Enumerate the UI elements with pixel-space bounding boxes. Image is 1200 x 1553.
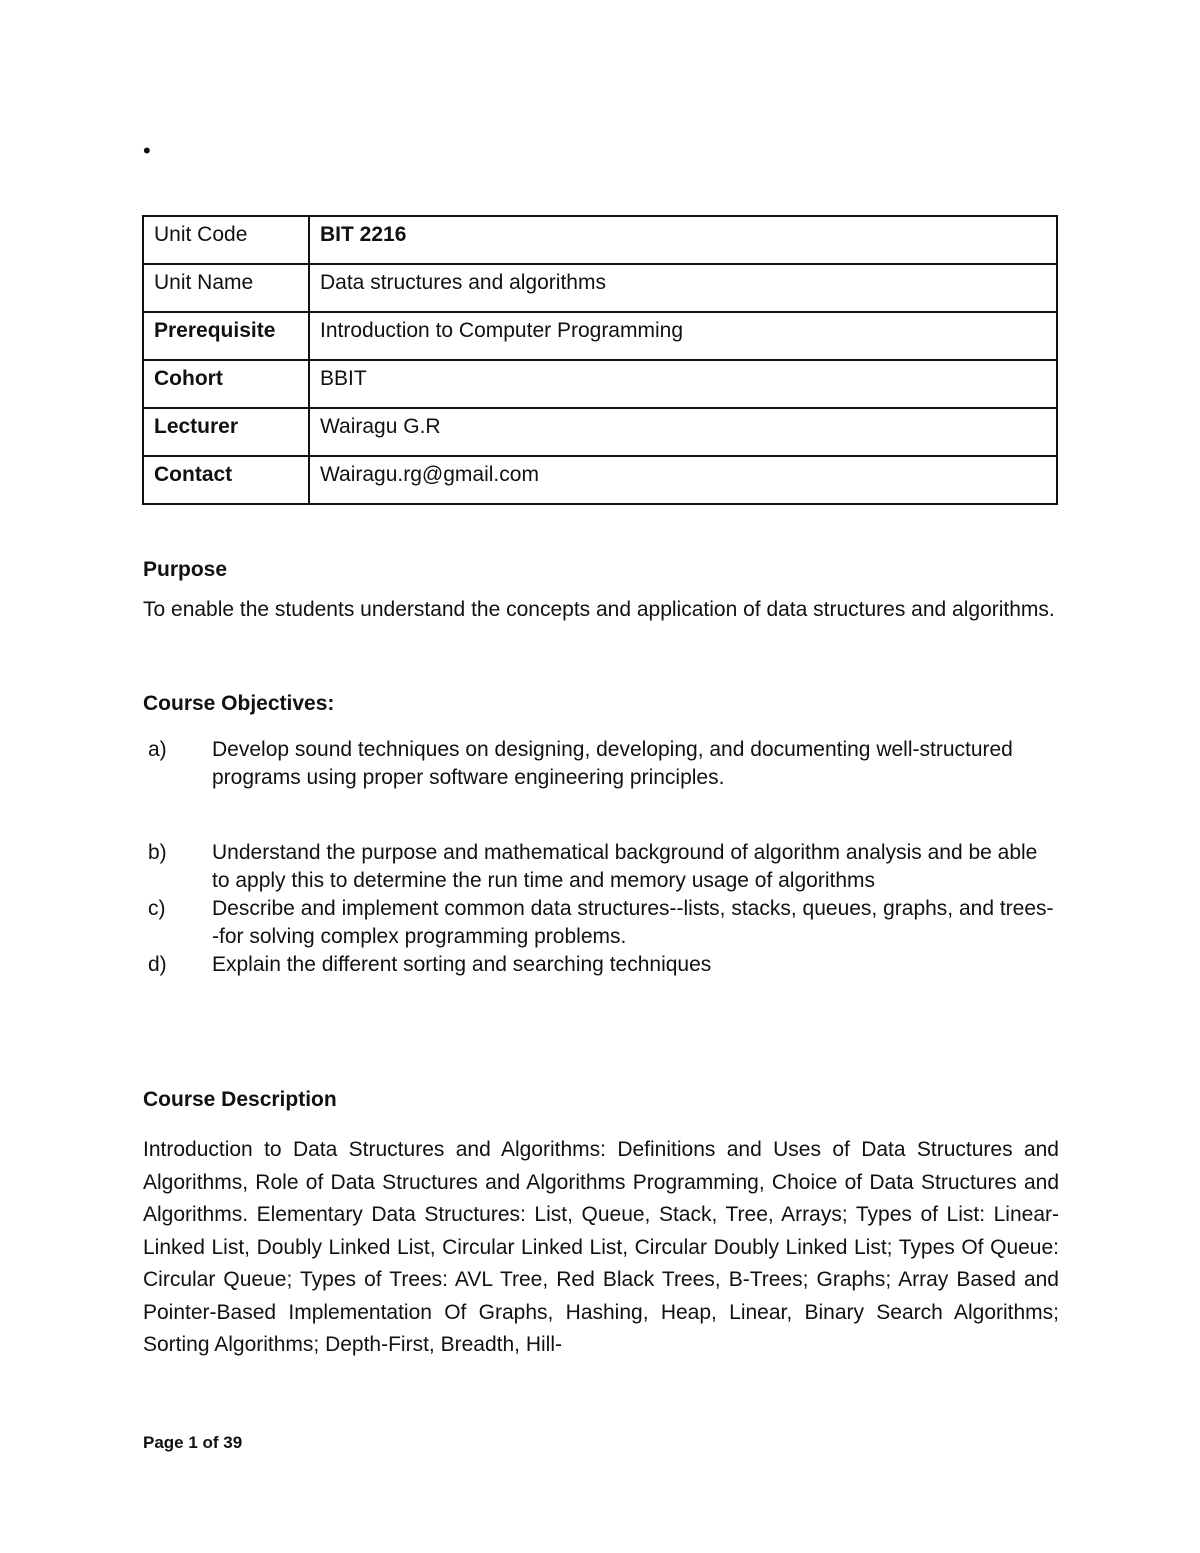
objective-text: Develop sound techniques on designing, developing, and documenting well-structured programs using proper software engineering principles. bbox=[212, 738, 1013, 789]
page-number: Page 1 of 39 bbox=[143, 1433, 243, 1452]
table-row bbox=[143, 216, 1057, 264]
list-marker: a) bbox=[148, 738, 167, 761]
unit-code-label: Unit Code bbox=[143, 216, 309, 264]
lecturer-label: Lecturer bbox=[143, 408, 309, 456]
description-heading: Course Description bbox=[143, 1088, 337, 1111]
table-row bbox=[143, 264, 1057, 312]
description-text: Introduction to Data Structures and Algorithms: Definitions and Uses of Data Structures and Algorithms, Role of Data Structures and Algorithms Programming, Choice of Data Structures and Algorithms. Elementary Data Structures: List, Queue, Stack, Tree, Arrays; Types of List: Linear-Linked List, Doubly Linked List, Circular Linked List, Circular Doubly Linked List; Types Of Queue: Circular Queue; Types of Trees: AVL Tree, Red Black Trees, B-Trees; Graphs; Array Based and Pointer-Based Implementation Of Graphs, Hashing, Heap, Linear, Binary Search Algorithms; Sorting Algorithms; Depth-First, Breadth, Hill- bbox=[143, 1138, 1059, 1356]
objective-text: Understand the purpose and mathematical background of algorithm analysis and be able to apply this to determine the run time and memory usage of algorithms bbox=[212, 841, 1038, 892]
objective-text: Explain the different sorting and searching techniques bbox=[212, 953, 712, 976]
list-marker: b) bbox=[148, 841, 167, 864]
list-marker: c) bbox=[148, 897, 166, 920]
prerequisite-value: Introduction to Computer Programming bbox=[309, 312, 1057, 360]
unit-name-label: Unit Name bbox=[143, 264, 309, 312]
list-item bbox=[143, 951, 1059, 979]
contact-value: Wairagu.rg@gmail.com bbox=[309, 456, 1057, 504]
bullet-mark: • bbox=[143, 138, 151, 163]
unit-info-table bbox=[142, 215, 1058, 505]
unit-name-value: Data structures and algorithms bbox=[309, 264, 1057, 312]
objectives-heading: Course Objectives: bbox=[143, 692, 335, 715]
table-row bbox=[143, 360, 1057, 408]
objective-text: Describe and implement common data structures--lists, stacks, queues, graphs, and trees--for solving complex programming problems. bbox=[212, 897, 1054, 948]
table-row bbox=[143, 312, 1057, 360]
lecturer-value: Wairagu G.R bbox=[309, 408, 1057, 456]
objectives-list bbox=[143, 736, 1059, 979]
unit-code-value: BIT 2216 bbox=[309, 216, 1057, 264]
table-row bbox=[143, 456, 1057, 504]
list-item bbox=[143, 895, 1059, 951]
list-item bbox=[143, 736, 1059, 792]
cohort-value: BBIT bbox=[309, 360, 1057, 408]
prerequisite-label: Prerequisite bbox=[143, 312, 309, 360]
purpose-text: To enable the students understand the concepts and application of data structures and algorithms. bbox=[143, 598, 1055, 621]
purpose-heading: Purpose bbox=[143, 558, 228, 581]
list-marker: d) bbox=[148, 953, 167, 976]
list-item bbox=[143, 839, 1059, 895]
cohort-label: Cohort bbox=[143, 360, 309, 408]
table-row bbox=[143, 408, 1057, 456]
contact-label: Contact bbox=[143, 456, 309, 504]
